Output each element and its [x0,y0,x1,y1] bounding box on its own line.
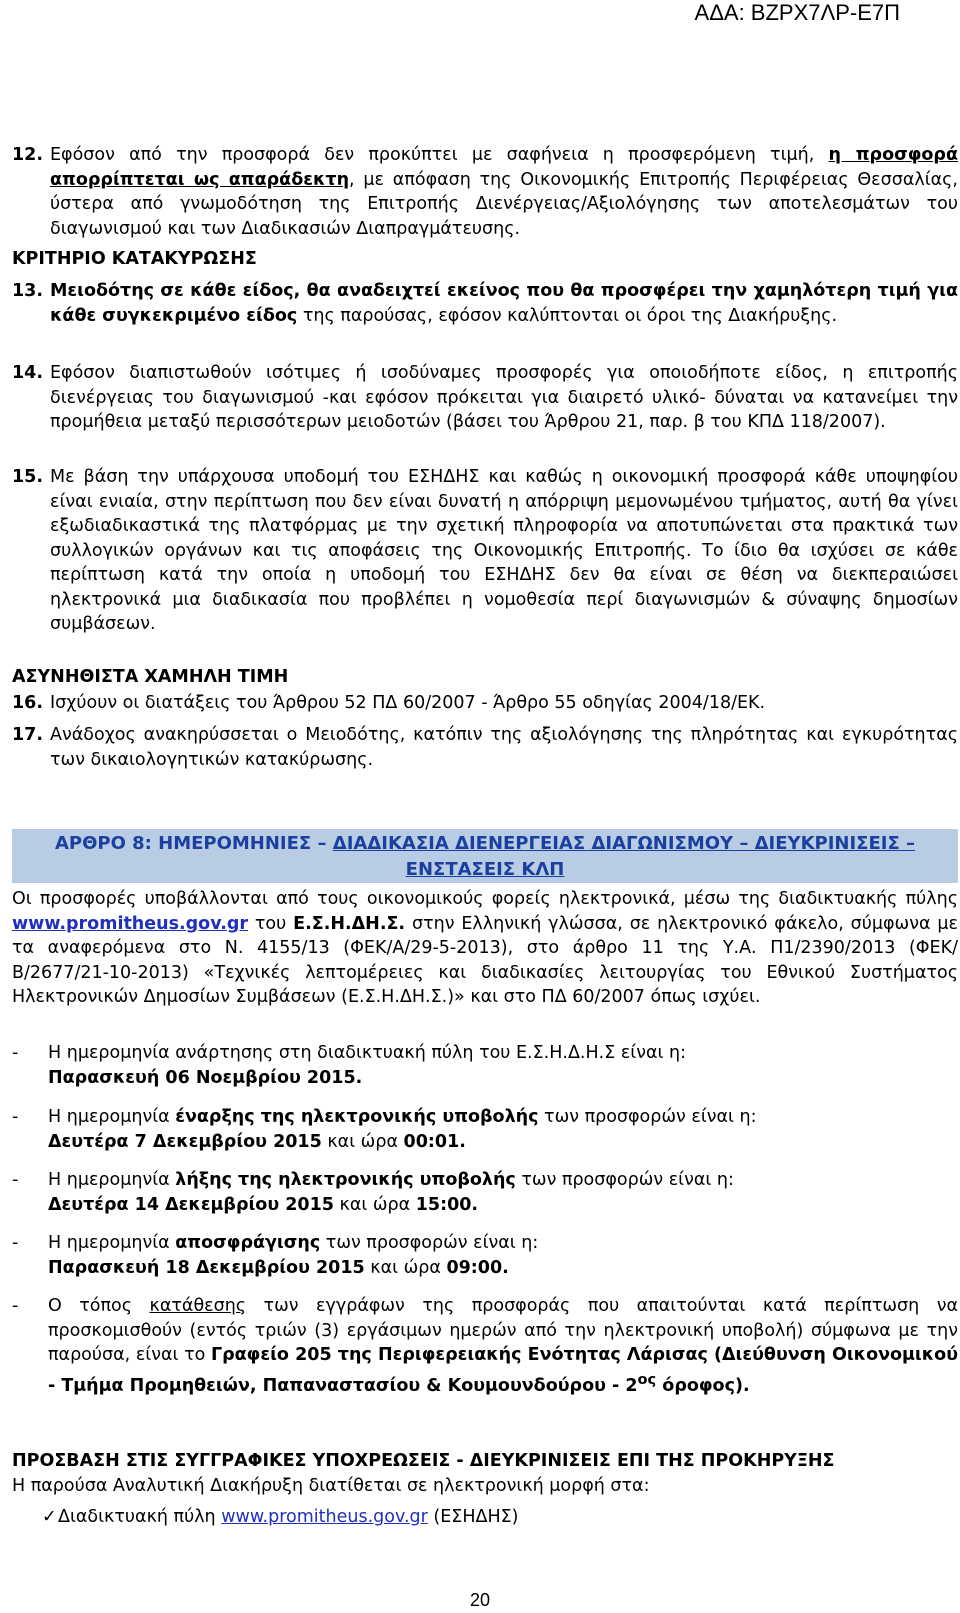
access-item [12,1505,958,1529]
text-segment: των προσφορών είναι η: [515,1170,734,1190]
text-segment: , με απόφαση της Οικονομικής Επιτροπής Περιφέρειας Θεσσαλίας, ύστερα από γνωμοδότηση της Επιτροπής Διενέργειας/Αξιολόγησης των αποτελεσμάτων του διαγωνισμού και των Διαδικασιών Διαπραγμάτευσης. [50,169,958,239]
item-text: Ισχύουν οι διατάξεις του Άρθρου 52 ΠΔ 60/2007 - Άρθρο 55 οδηγίας 2004/18/ΕΚ. [50,693,766,713]
text-segment: Διαδικτυακή πύλη [58,1507,222,1527]
dash-marker: - [12,1170,19,1190]
article-8-intro [12,887,958,1010]
title-part: ΑΡΘΡΟ 8: ΗΜΕΡΟΜΗΝΙΕΣ – [54,833,333,854]
text-segment: των προσφορών είναι η: [320,1233,539,1253]
item-text: Ανάδοχος ανακηρύσσεται ο Μειοδότης, κατόπιν της αξιολόγησης της πληρότητας και εγκυρότητας των δικαιολογητικών κατακύρωσης. [50,725,958,770]
bullet-text [48,1231,958,1280]
text-segment: και ώρα [321,1131,404,1152]
ordinal-suffix: ος [637,1370,657,1388]
title-part-underlined: ΔΙΑΔΙΚΑΣΙΑ ΔΙΕΝΕΡΓΕΙΑΣ ΔΙΑΓΩΝΙΣΜΟΥ – ΔΙΕΥΚΡΙΝΙΣΕΙΣ – ΕΝΣΤΑΣΕΙΣ ΚΛΠ [332,833,916,880]
text-segment: Η ημερομηνία ανάρτησης στη διαδικτυακή πύλη του Ε.Σ.Η.Δ.Η.Σ είναι η: [48,1043,686,1063]
dash-marker: - [12,1296,19,1316]
text-bold: αποσφράγισης [175,1233,321,1253]
text-segment: των εγγράφων της προσφοράς που απαιτούνται κατά περίπτωση να προσκομισθούν (εντός τριών (3) εργάσιμων ημερών από την ηλεκτρονική υποβολή) σύμφωνα με την παρούσα, είναι το [48,1296,959,1365]
access-item-text [58,1505,519,1529]
item-16 [12,691,958,716]
date-unsealing [12,1231,958,1280]
bullet-text [48,1105,958,1154]
page-number: 20 [469,1590,491,1610]
text-bold: Μειοδότης σε κάθε είδος, θα αναδειχτεί εκείνος που θα προσφέρει την χαμηλότερη τιμή για κάθε συγκεκριμένο είδος [50,281,958,326]
text-segment: των προσφορών είναι η: [538,1107,757,1127]
article-8-title [12,829,958,883]
dash-marker: - [12,1107,19,1127]
time-value: 09:00. [446,1257,509,1278]
heading-criterion: ΚΡΙΤΗΡΙΟ ΚΑΤΑΚΥΡΩΣΗΣ [12,249,257,269]
submission-location [12,1294,958,1398]
dash-marker: - [12,1233,19,1253]
item-number: 15. [12,467,44,487]
access-heading: ΠΡΟΣΒΑΣΗ ΣΤΙΣ ΣΥΓΓΡΑΦΙΚΕΣ ΥΠΟΧΡΕΩΣΕΙΣ - ΔΙΕΥΚΡΙΝΙΣΕΙΣ ΕΠΙ ΤΗΣ ΠΡΟΚΗΡΥΞΗΣ [12,1451,835,1471]
check-icon: ✓ [42,1507,57,1527]
text-segment: Οι προσφορές υποβάλλονται από τους οικονομικούς φορείς ηλεκτρονικά, μέσω της διαδικτυακής πύλης [12,889,958,909]
item-number: 14. [12,363,44,383]
text-segment: Η ημερομηνία [48,1170,176,1190]
text-bold: έναρξης της ηλεκτρονικής υποβολής [175,1107,539,1127]
item-number: 17. [12,725,44,745]
text-bold: όροφος). [656,1375,750,1396]
item-17 [12,723,958,772]
item-14 [12,361,958,435]
text-segment: Εφόσον από την προσφορά δεν προκύπτει με σαφήνεια η προσφερόμενη τιμή, [50,145,829,165]
ada-code: ΑΔΑ: ΒΖΡΧ7ΛΡ-Ε7Π [694,0,900,25]
text-underlined: κατάθεσης [149,1296,247,1316]
dash-marker: - [12,1043,19,1063]
text-segment: του [248,913,294,934]
date-value: Παρασκευή 18 Δεκεμβρίου 2015 [48,1257,365,1278]
item-12 [12,143,958,241]
heading-low-price: ΑΣΥΝΗΘΙΣΤΑ ΧΑΜΗΛΗ ΤΙΜΗ [12,667,289,687]
text-segment: Η ημερομηνία [48,1233,176,1253]
date-submission-start [12,1105,958,1154]
text-segment: Ο τόπος [48,1296,150,1316]
bullet-text [48,1041,958,1090]
office-address: Γραφείο 205 της Περιφερειακής Ενότητας Λάρισας (Διεύθυνση Οικονομικού - Τμήμα Προμηθειών, Παπαναστασίου & Κουμουνδούρου - 2 [48,1345,959,1396]
item-text [50,279,958,328]
text-segment: και ώρα [333,1194,416,1215]
bullet-text [48,1294,958,1398]
item-number: 13. [12,281,44,301]
item-number: 16. [12,693,44,713]
item-15 [12,465,958,637]
bullet-text [48,1168,958,1217]
text-segment: Η ημερομηνία [48,1107,176,1127]
promitheus-link[interactable]: www.promitheus.gov.gr [12,913,248,934]
text-segment: της παρούσας, εφόσον καλύπτονται οι όροι της Διακήρυξης. [297,305,838,326]
date-submission-end [12,1168,958,1217]
text-bold: Ε.Σ.Η.ΔΗ.Σ. [293,913,406,934]
date-value: Παρασκευή 06 Νοεμβρίου 2015. [48,1067,363,1088]
text-segment: στην Ελληνική γλώσσα, σε ηλεκτρονικό φάκελο, σύμφωνα με τα αναφερόμενα στο Ν. 4155/13 (ΦΕΚ/Α/29-5-2013), στο άρθρο 11 της Υ.Α. Π1/2390/2013 (ΦΕΚ/Β/2677/21-10-2013) «Τεχνικές λεπτομέρειες και διαδικασίες λειτουργίας του Εθνικού Συστήματος Ηλεκτρονικών Δημοσίων Συμβάσεων (Ε.Σ.Η.ΔΗ.Σ.)» και στο ΠΔ 60/2007 όπως ισχύει. [12,913,958,1007]
date-posting [12,1041,958,1090]
item-number: 12. [12,145,44,165]
promitheus-link-2[interactable]: www.promitheus.gov.gr [221,1507,428,1527]
text-bold: λήξης της ηλεκτρονικής υποβολής [175,1170,516,1190]
rejection-clause: η προσφορά απορρίπτεται ως απαράδεκτη [50,145,958,190]
time-value: 15:00. [415,1194,479,1215]
date-value: Δευτέρα 7 Δεκεμβρίου 2015 [48,1131,322,1152]
item-13 [12,279,958,328]
date-value: Δευτέρα 14 Δεκεμβρίου 2015 [48,1194,334,1215]
time-value: 00:01. [403,1131,466,1152]
text-segment: (ΕΣΗΔΗΣ) [427,1507,519,1527]
item-text: Με βάση την υπάρχουσα υποδομή του ΕΣΗΔΗΣ και καθώς η οικονομική προσφορά κάθε υποψηφίου είναι ενιαία, στην περίπτωση που δεν είναι δυνατή η απόρριψη μεμονωμένου τμήματος, αυτή θα γίνει εξωδιαδικαστικά της πλατφόρμας με την σχετική πληροφορία να αποτυπώνεται στα πρακτικά των συλλογικών οργάνων και τις αποφάσεις της Οικονομικής Επιτροπής. Το ίδιο θα ισχύσει σε κάθε περίπτωση κατά την οποία η υποδομή του ΕΣΗΔΗΣ δεν θα είναι σε θέση να διεκπεραιώσει ηλεκτρονικά μια διαδικασία που προβλέπει η νομοθεσία περί διαγωνισμών & σύναψης δημοσίων συμβάσεων. [50,467,958,634]
access-intro: Η παρούσα Αναλυτική Διακήρυξη διατίθεται σε ηλεκτρονική μορφή στα: [12,1476,650,1496]
item-text: Εφόσον διαπιστωθούν ισότιμες ή ισοδύναμες προσφορές για οποιοδήποτε είδος, η επιτροπής διενέργειας του διαγωνισμού -και εφόσον πρόκειται για διαιρετό υλικό- δύναται να κατανείμει την προμήθεια μεταξύ περισσότερων μειοδοτών (βάσει του Άρθρου 21, παρ. β του ΚΠΔ 118/2007). [50,363,958,432]
text-segment: και ώρα [364,1257,447,1278]
item-text [50,143,958,241]
